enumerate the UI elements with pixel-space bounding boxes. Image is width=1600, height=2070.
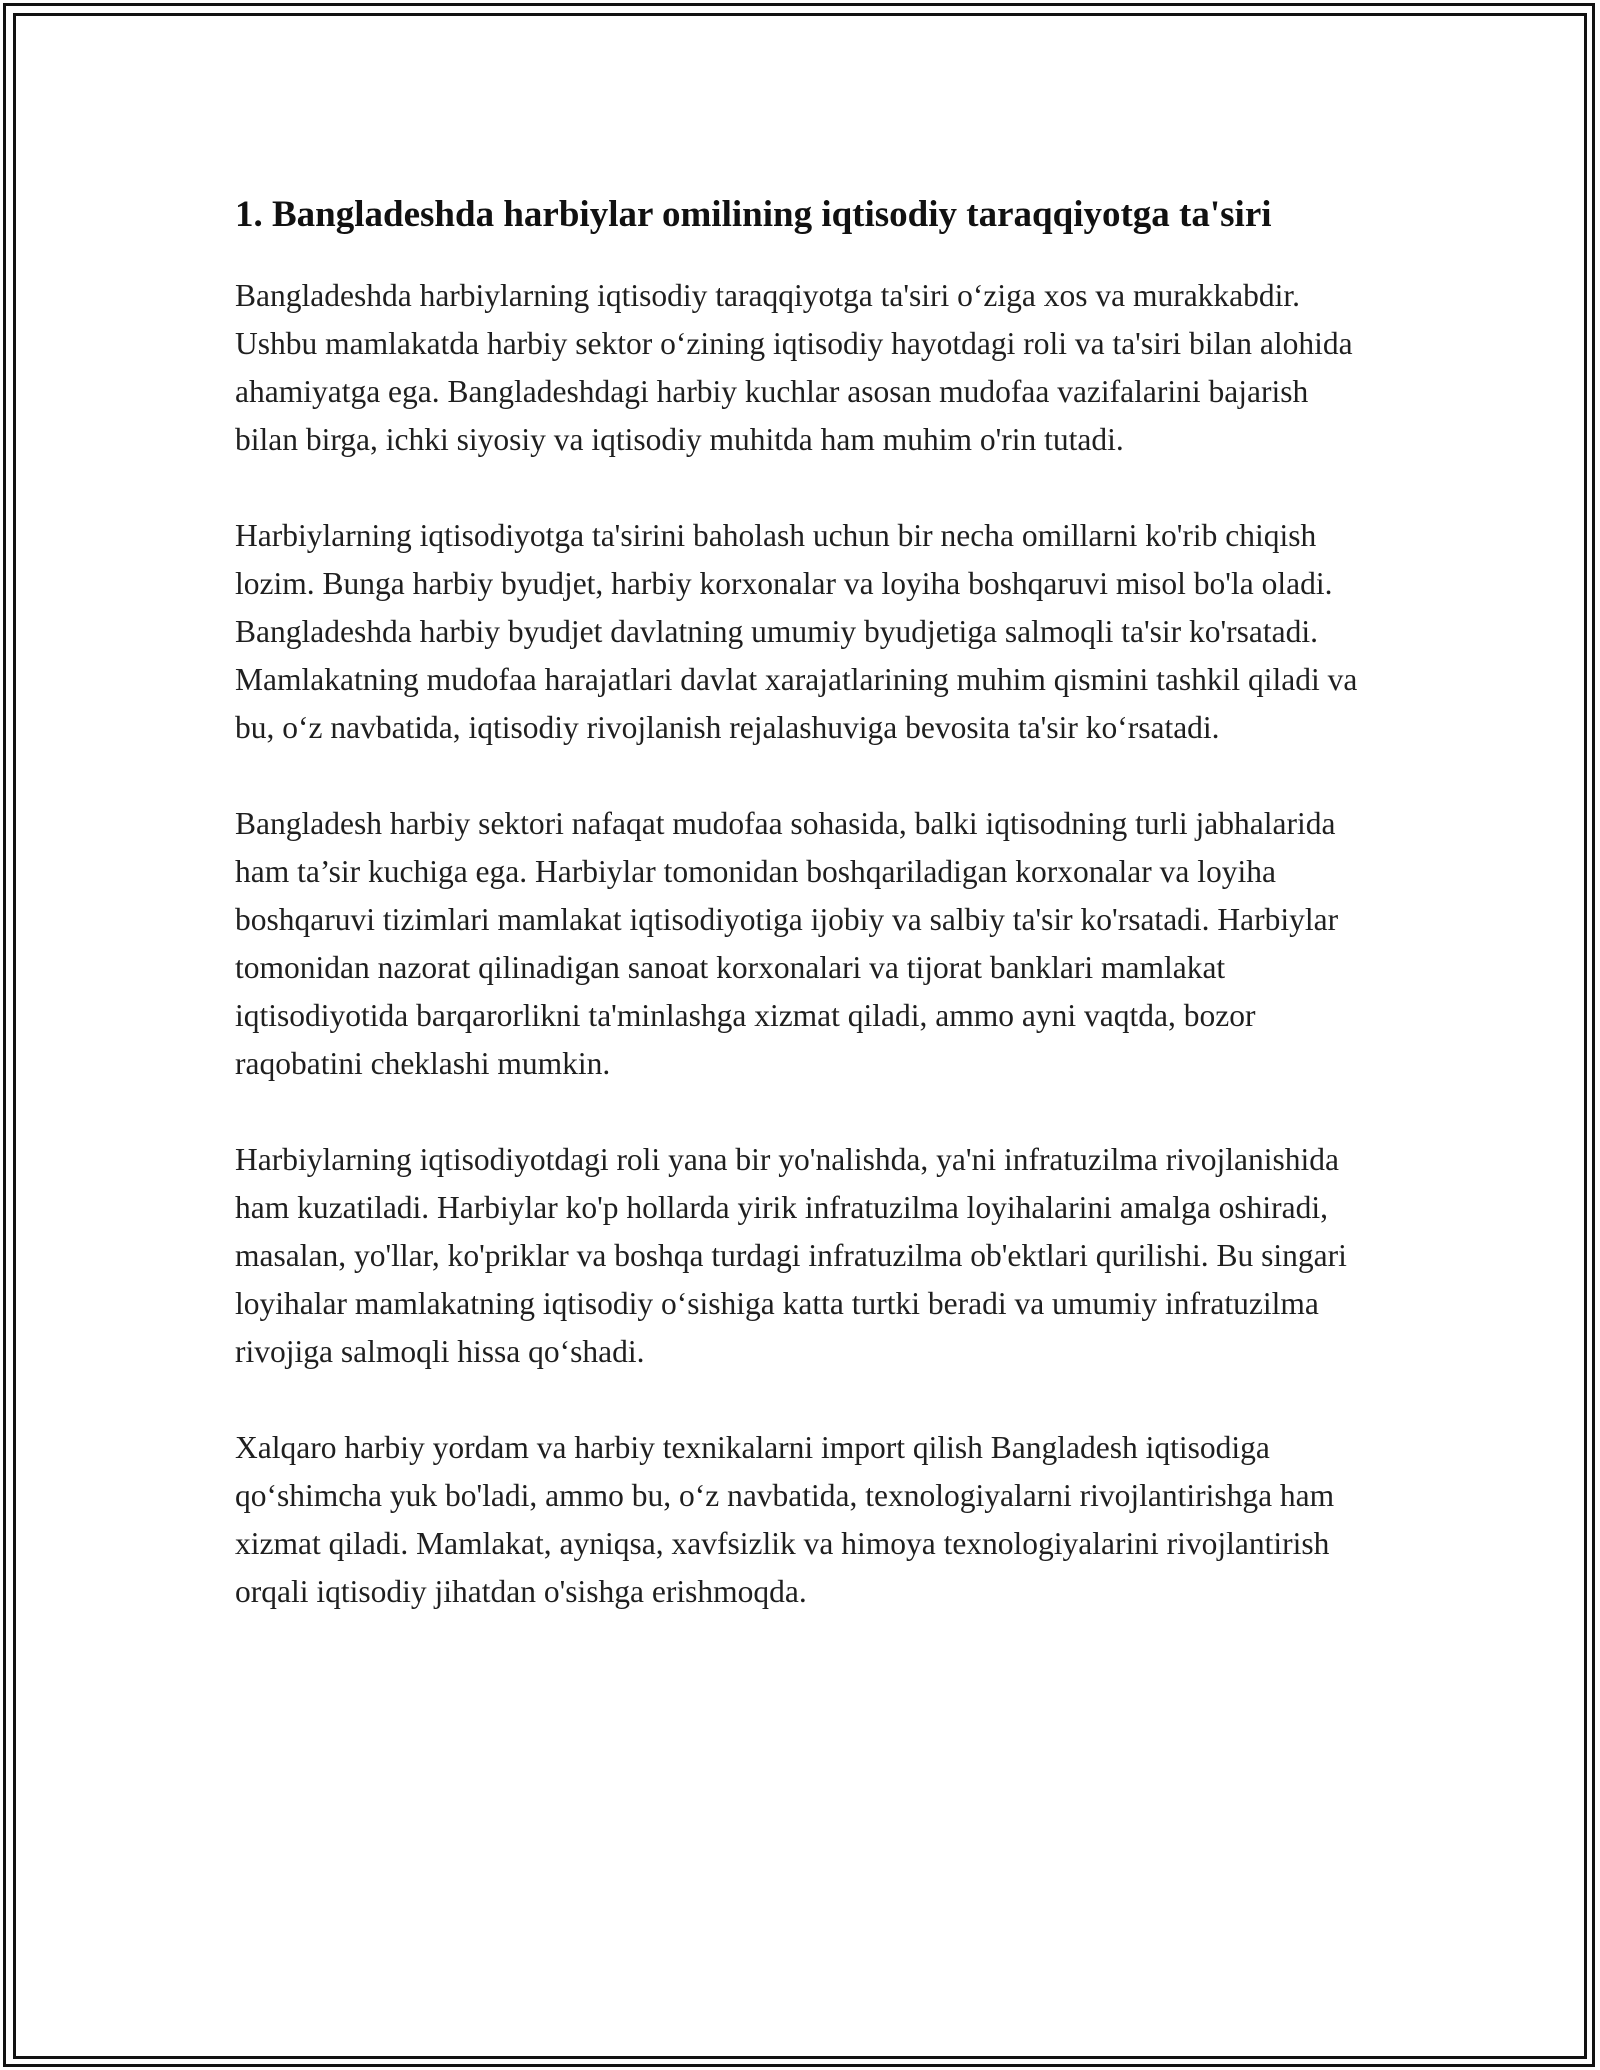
document-body (235, 188, 1365, 1664)
paragraph: Harbiylarning iqtisodiyotdagi roli yana bir yo'nalishda, ya'ni infratuzilma rivojlanishida ham kuzatiladi. Harbiylar ko'p hollarda yirik infratuzilma loyihalarini amalga oshiradi, masalan, yo'llar, ko'priklar va boshqa turdagi infratuzilma ob'ektlari qurilishi. Bu singari loyihalar mamlakatning iqtisodiy o‘sishiga katta turtki beradi va umumiy infratuzilma rivojiga salmoqli hissa qo‘shadi. (235, 1142, 1347, 1369)
paragraph: Bangladeshda harbiylarning iqtisodiy taraqqiyotga ta'siri o‘ziga xos va murakkabdir. Ushbu mamlakatda harbiy sektor o‘zining iqtisodiy hayotdagi roli va ta'siri bilan alohida ahamiyatga ega. Bangladeshdagi harbiy kuchlar asosan mudofaa vazifalarini bajarish bilan birga, ichki siyosiy va iqtisodiy muhitda ham muhim o'rin tutadi. (235, 278, 1353, 457)
paragraph: Xalqaro harbiy yordam va harbiy texnikalarni import qilish Bangladesh iqtisodiga qo‘shimcha yuk bo'ladi, ammo bu, o‘z navbatida, texnologiyalarni rivojlantirishga ham xizmat qiladi. Mamlakat, ayniqsa, xavfsizlik va himoya texnologiyalarini rivojlantirish orqali iqtisodiy jihatdan o'sishga erishmoqda. (235, 1430, 1335, 1609)
paragraph: Harbiylarning iqtisodiyotga ta'sirini baholash uchun bir necha omillarni ko'rib chiqish lozim. Bunga harbiy byudjet, harbiy korxonalar va loyiha boshqaruvi misol bo'la oladi. Bangladeshda harbiy byudjet davlatning umumiy byudjetiga salmoqli ta'sir ko'rsatadi. Mamlakatning mudofaa harajatlari davlat xarajatlarining muhim qismini tashkil qiladi va bu, o‘z navbatida, iqtisodiy rivojlanish rejalashuviga bevosita ta'sir ko‘rsatadi. (235, 518, 1358, 745)
paragraph: Bangladesh harbiy sektori nafaqat mudofaa sohasida, balki iqtisodning turli jabhalarida ham ta’sir kuchiga ega. Harbiylar tomonidan boshqariladigan korxonalar va loyiha boshqaruvi tizimlari mamlakat iqtisodiyotiga ijobiy va salbiy ta'sir ko'rsatadi. Harbiylar tomonidan nazorat qilinadigan sanoat korxonalari va tijorat banklari mamlakat iqtisodiyotida barqarorlikni ta'minlashga xizmat qiladi, ammo ayni vaqtda, bozor raqobatini cheklashi mumkin. (235, 806, 1339, 1081)
section-heading: 1. Bangladeshda harbiylar omilining iqtisodiy taraqqiyotga ta'siri (235, 194, 1272, 235)
